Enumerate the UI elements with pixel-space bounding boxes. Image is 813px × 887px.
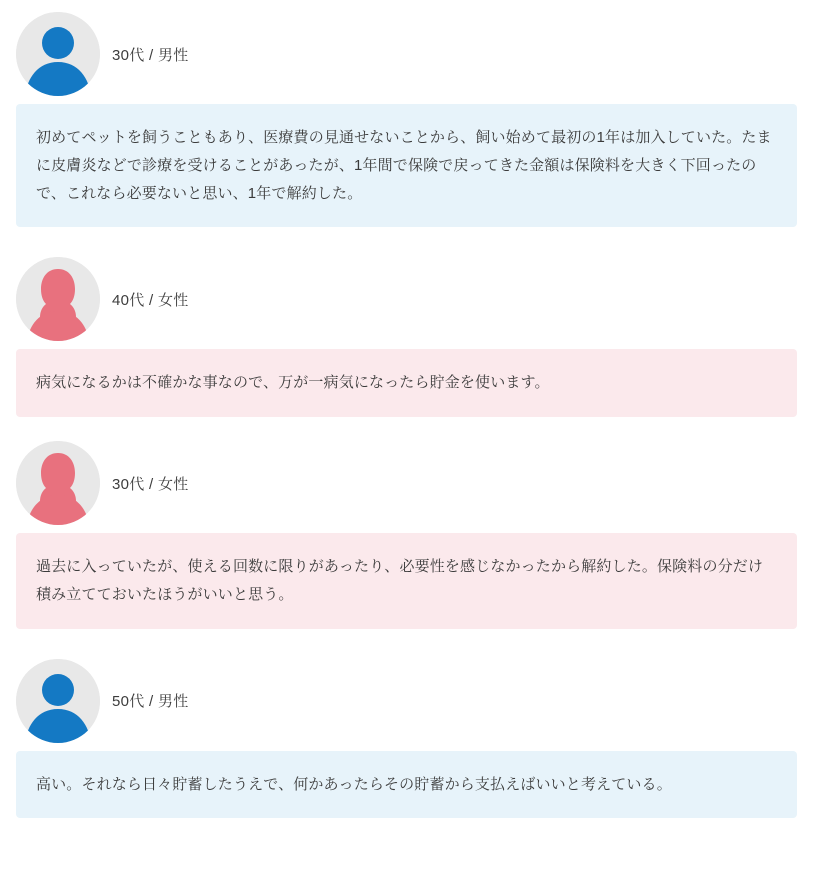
review-header (16, 439, 797, 527)
review-header (16, 10, 797, 98)
reviewer-meta: 40代 / 女性 (112, 291, 189, 309)
review-item (16, 657, 797, 819)
review-text: 初めてペットを飼うこともあり、医療費の見通せないことから、飼い始めて最初の1年は加入していた。たまに皮膚炎などで診療を受けることがあったが、1年間で保険で戻ってきた金額は保険料を大きく下回ったので、これなら必要ないと思い、1年で解約した。 (16, 104, 797, 227)
reviewer-meta: 50代 / 男性 (112, 693, 189, 710)
male-silhouette-icon (16, 659, 100, 743)
female-silhouette-icon (16, 257, 100, 341)
review-item (16, 255, 797, 417)
divider-spacer (16, 425, 797, 439)
male-silhouette-icon (16, 12, 100, 96)
divider-spacer (16, 235, 797, 255)
reviewer-meta: 30代 / 女性 (112, 475, 189, 493)
divider-spacer (16, 637, 797, 657)
review-text: 病気になるかは不確かな事なので、万が一病気になったら貯金を使います。 (16, 349, 797, 417)
review-text: 高い。それなら日々貯蓄したうえで、何かあったらその貯蓄から支払えばいいと考えている。 (16, 751, 797, 819)
review-text: 過去に入っていたが、使える回数に限りがあったり、必要性を感じなかったから解約した。保険料の分だけ積み立てておいたほうがいいと思う。 (16, 533, 797, 629)
review-header (16, 255, 797, 343)
female-silhouette-icon (16, 441, 100, 525)
review-item (16, 10, 797, 227)
reviewer-meta: 30代 / 男性 (112, 46, 189, 64)
review-header (16, 657, 797, 745)
review-item (16, 439, 797, 629)
